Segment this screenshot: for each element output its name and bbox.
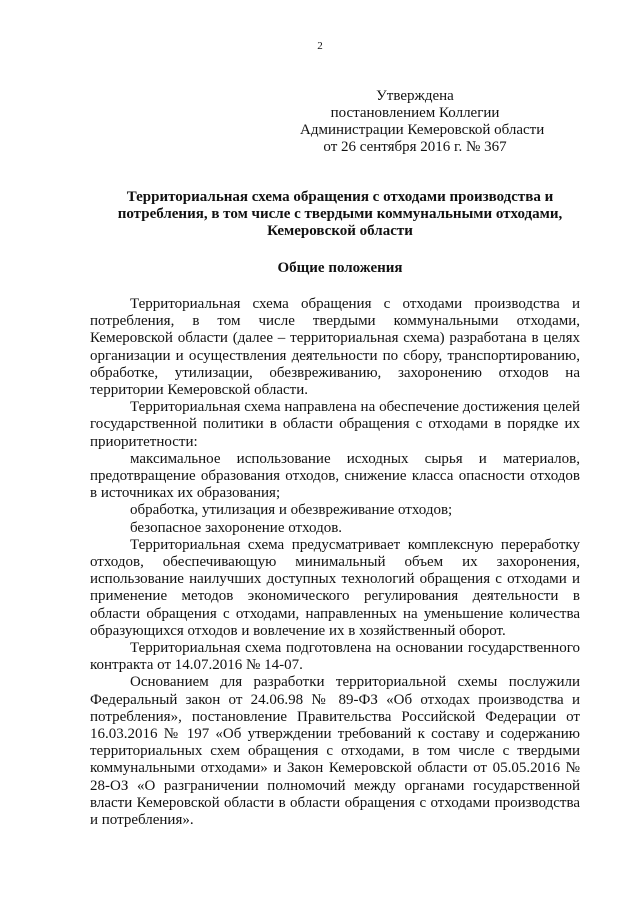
list-item: безопасное захоронение отходов. <box>130 519 343 536</box>
document-body <box>90 296 580 829</box>
paragraph: Территориальная схема подготовлена на основании государственного контракта от 14.07.2016 № 14-07. <box>90 640 580 674</box>
approval-line: Администрации Кемеровской области <box>300 122 545 138</box>
list-item: обработка, утилизация и обезвреживание отходов; <box>130 502 453 519</box>
paragraph: Территориальная схема обращения с отходами производства и потребления, в том числе твердыми коммунальными отходами, Кемеровской области (далее – территориальная схема) разработана в целях организации и осуществления деятельности по сбору, транспортированию, обработке, утилизации, обезвреживанию, захоронению отходов на территории Кемеровской области. <box>90 296 580 399</box>
page-number: 2 <box>317 40 323 52</box>
approval-line: постановлением Коллегии <box>330 105 500 121</box>
paragraph: Территориальная схема предусматривает комплексную переработку отходов, обеспечивающую минимальный объем их захоронения, использование наилучших доступных технологий обращения с отходами и применение методов экономического регулирования деятельности в области обращения с отходами, направленных на уменьшение количества образующихся отходов и вовлечение их в хозяйственный оборот. <box>90 536 580 639</box>
approval-line: от 26 сентября 2016 г. № 367 <box>323 139 507 155</box>
paragraph: Территориальная схема направлена на обеспечение достижения целей государственной политики в области обращения с отходами в порядке их приоритетности: <box>90 399 580 450</box>
approval-block <box>300 88 545 156</box>
paragraph: Основанием для разработки территориальной схемы послужили Федеральный закон от 24.06.98 № 89-ФЗ «Об отходах производства и потребления», постановление Правительства Российской Федерации от 16.03.2016 № 197 «Об утверждении требований к составу и содержанию территориальных схем обращения с отходами, в том числе с твердыми коммунальными отходами» и Закон Кемеровской области от 05.05.2016 № 28-ОЗ «О разграничении полномочий между органами государственной власти Кемеровской области в области обращения с отходами производства и потребления». <box>90 674 580 829</box>
list-item: максимальное использование исходных сырья и материалов, предотвращение образования отходов, снижение класса опасности отходов в источниках их образования; <box>90 450 580 502</box>
document-title: Территориальная схема обращения с отходами производства и потребления, в том числе с твердыми коммунальными отходами, Кемеровской области <box>117 189 563 239</box>
approval-line: Утверждена <box>376 88 454 104</box>
section-title: Общие положения <box>277 260 403 276</box>
